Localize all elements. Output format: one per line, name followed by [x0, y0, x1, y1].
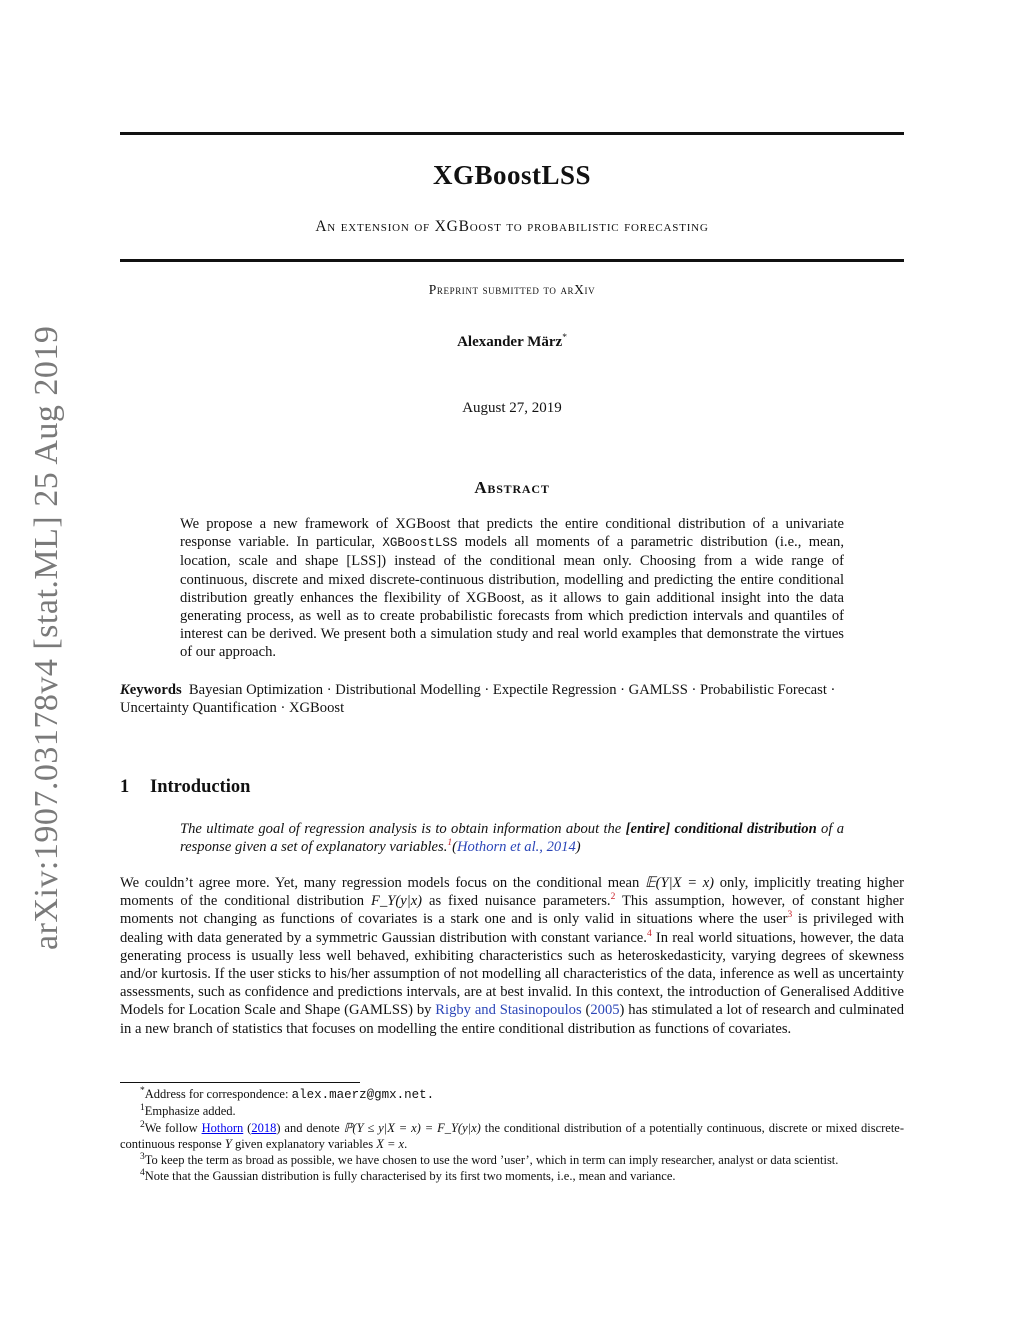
citation-hothorn-2014[interactable]: Hothorn et al., 2014 — [457, 839, 576, 856]
body-text-4: This assumption, however, of constant higher moments not changing as functions of covariates is a stark one and is only valid in situations where the user — [120, 893, 904, 928]
preprint-text: Preprint submitted to arXiv — [428, 282, 596, 297]
footnote-ref-3[interactable]: 3 — [787, 910, 793, 921]
fn1-text: Emphasize added. — [144, 1104, 236, 1119]
fn0-mark: * — [140, 1085, 145, 1096]
citation-rigby-year[interactable]: 2005 — [590, 1002, 620, 1019]
abstract-code: XGBoostLSS — [382, 536, 458, 551]
fn2-open: ( — [243, 1120, 252, 1135]
keywords — [120, 681, 904, 717]
footnote-ref-1[interactable]: 1 — [447, 838, 453, 849]
body-text-2: only, implicitly treating higher moments of the conditional distribution — [120, 875, 904, 910]
preprint-note — [120, 282, 904, 298]
footnote-ref-4[interactable]: 4 — [646, 928, 652, 939]
quote-cite-close: ) — [575, 839, 581, 856]
abstract-text-2: models all moments of a parametric distribution (i.e., mean, location, scale and shape [LSS]) instead of the conditional mean only. Choosing from a wide range of continuous, discrete and mixed discrete-continuous distribution, modelling and predicting the entire conditional distribution greatly enhances the flexibility of XGBoost, as it allows to gain additional insight into the data generating process, as well as to create probabilistic forecasts from which prediction intervals and quantiles of interest can be derived. We present both a simulation study and real world examples that demonstrate the virtues of our approach. — [180, 534, 844, 661]
body-text-1: We couldn’t agree more. Yet, many regression models focus on the conditional mean — [120, 875, 645, 891]
top-rule — [120, 132, 904, 135]
footnote-3 — [120, 1152, 904, 1168]
math-conditional-mean: 𝔼(Y|X = x) — [644, 875, 715, 891]
abstract-heading-text: Abstract — [474, 478, 550, 497]
fn3-text: To keep the term as broad as possible, we have chosen to use the word ’user’, which in term can imply researcher, analyst or data scientist. — [144, 1153, 839, 1168]
subtitle-text: An extension of XGBoost to probabilistic forecasting — [315, 218, 709, 235]
footnote-4 — [120, 1168, 904, 1184]
citation-rigby-stasinopoulos[interactable]: Rigby and Stasinopoulos — [435, 1002, 582, 1019]
section-title: Introduction — [150, 777, 251, 797]
keywords-text: Bayesian Optimization · Distributional Modelling · Expectile Regression · GAMLSS · Probabilistic Forecast · Uncertainty Quantification · XGBoost — [120, 682, 836, 717]
abstract-body — [180, 515, 844, 662]
footnote-ref-2[interactable]: 2 — [610, 892, 616, 903]
fn2-math-probability: ℙ(Y ≤ y|X = x) = F_Y(y|x) — [343, 1120, 481, 1135]
body-text-6: In real world situations, however, the data generating process is usually less well behaved, exhibiting characteristics such as heteroskedasticity, varying degrees of skewness and/or kurtosis. If the user sticks to his/her assumption of not modelling all characteristics of the data, inference as well as uncertainty assessments, such as confidence and predictions intervals, are at best invalid. In this context, the introduction of Generalised Additive Models for Location Scale and Shape (GAMLSS) by — [120, 929, 905, 1019]
section-heading — [120, 777, 250, 798]
body-text-5: is privileged with dealing with data generated by a symmetric Gaussian distribution with constant variance. — [120, 911, 904, 946]
cite1-close: ) — [619, 1002, 625, 1019]
fn3-mark: 3 — [140, 1152, 145, 1163]
fn4-text: Note that the Gaussian distribution is fully characterised by its first two moments, i.e., mean and variance. — [144, 1169, 676, 1184]
citation-hothorn-year[interactable]: 2018 — [251, 1120, 277, 1135]
paper-subtitle — [120, 218, 904, 236]
footnote-2 — [120, 1120, 904, 1153]
body-text-3: as fixed nuisance parameters. — [422, 893, 611, 910]
fn2-text-b: ) and denote — [276, 1120, 344, 1135]
fn1-mark: 1 — [140, 1103, 145, 1114]
fn2-text-d: given explanatory variables — [231, 1136, 377, 1151]
fn4-mark: 4 — [140, 1168, 145, 1179]
cite1-open: ( — [581, 1002, 591, 1019]
epigraph-quote — [180, 820, 844, 856]
abstract-heading — [120, 478, 904, 498]
quote-emphasis: [entire] conditional distribution — [625, 821, 817, 837]
fn2-text-a: We follow — [144, 1120, 202, 1135]
fn2-text-c: the conditional distribution of a potentially continuous, discrete or mixed discrete-continuous response — [120, 1120, 905, 1151]
author-email[interactable]: alex.maerz@gmx.net. — [291, 1088, 435, 1102]
math-conditional-distribution: F_Y(y|x) — [371, 893, 423, 910]
intro-paragraph — [120, 874, 904, 1038]
author-footnote-mark: * — [562, 333, 567, 343]
title-bottom-rule — [120, 259, 904, 262]
fn2-text-e: . — [404, 1136, 408, 1151]
footnote-rule — [120, 1082, 360, 1083]
fn0-text: Address for correspondence: — [144, 1087, 292, 1101]
fn2-math-y: Y — [224, 1136, 232, 1151]
fn2-math-x: X = x — [376, 1136, 405, 1151]
abstract-text-1: We propose a new framework of XGBoost that predicts the entire conditional distribution of a univariate response variable. In particular, — [180, 516, 844, 551]
footnote-1 — [120, 1103, 904, 1119]
author-text: Alexander März — [457, 334, 563, 350]
paper-title: XGBoostLSS — [432, 160, 592, 190]
author-name — [120, 334, 904, 351]
footnote-author — [120, 1086, 904, 1103]
footnotes — [120, 1086, 904, 1185]
citation-hothorn[interactable]: Hothorn — [201, 1120, 244, 1135]
keywords-label-k: K — [120, 682, 130, 698]
keywords-label-rest: eywords — [129, 682, 182, 698]
quote-text-2: of a response given a set of explanatory variables. — [180, 821, 844, 856]
body-text-7: has stimulated a lot of research and culminated in a new branch of statistics that focuses on modelling the entire conditional distribution as functions of covariates. — [120, 1002, 904, 1037]
quote-text-1: The ultimate goal of regression analysis is to obtain information about the — [180, 821, 626, 837]
section-number: 1 — [120, 777, 130, 797]
quote-cite-open: ( — [452, 839, 457, 856]
arxiv-stamp: arXiv:1907.03178v4 [stat.ML] 25 Aug 2019 — [28, 325, 65, 950]
paper-date: August 27, 2019 — [462, 400, 562, 416]
fn2-mark: 2 — [140, 1119, 145, 1130]
keywords-label — [120, 682, 182, 698]
